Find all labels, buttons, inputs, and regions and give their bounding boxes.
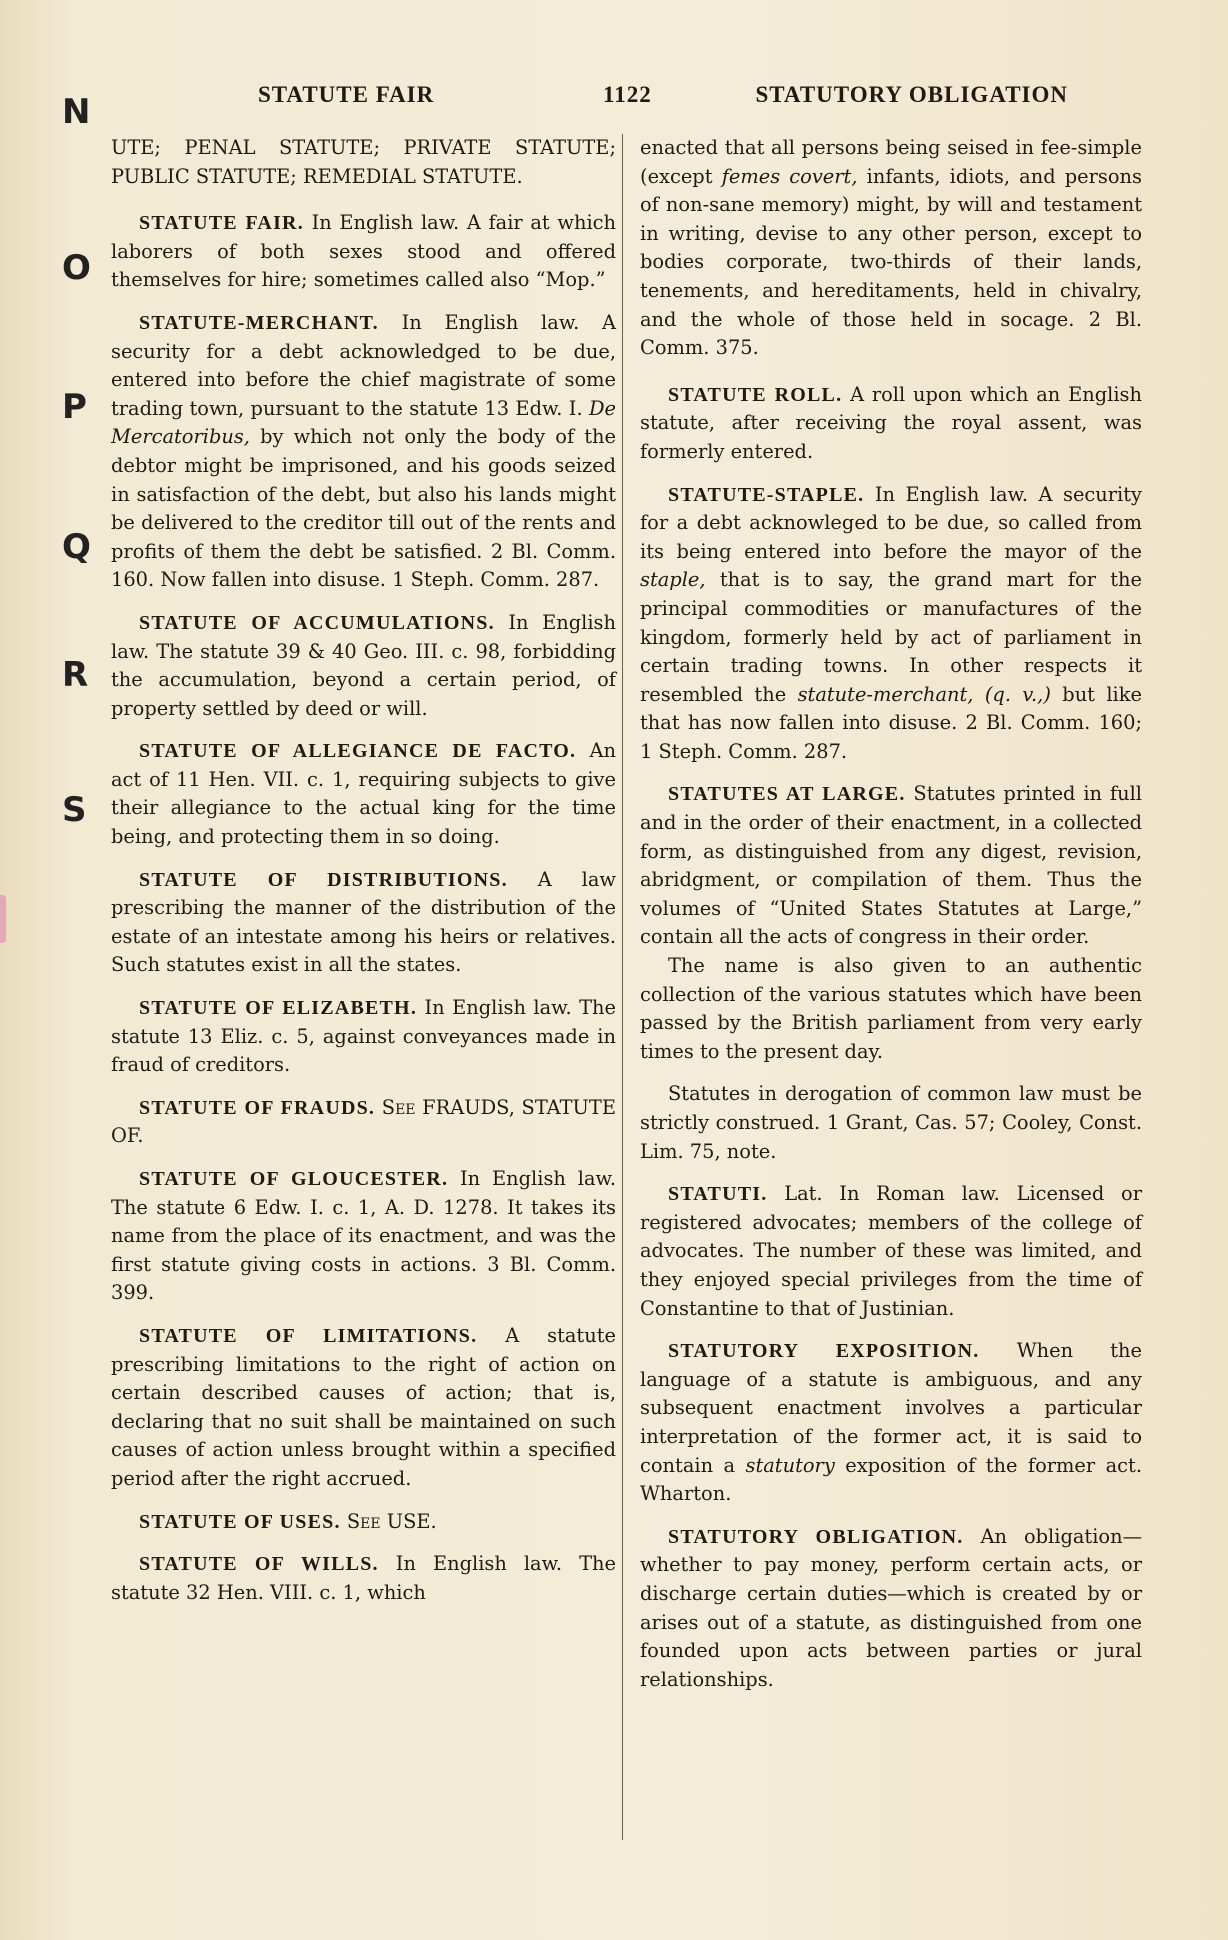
dictionary-entry (640, 1337, 1142, 1509)
dictionary-entry (111, 1550, 616, 1607)
entry-term: STATUTORY EXPOSITION. (668, 1340, 980, 1363)
continuation-text: enacted that all persons being seised in fee-simple (except (640, 136, 1142, 188)
entry-definition: A law prescribing the manner of the distribution of the estate of an intestate among his heirs or relatives. Such statutes exist in all the states. (111, 867, 616, 977)
header-left-guide-word: STATUTE FAIR (258, 82, 435, 107)
thumb-index-letter[interactable]: O (62, 248, 91, 288)
dictionary-entry (111, 737, 616, 851)
entry-term: STATUTE OF LIMITATIONS. (139, 1324, 478, 1347)
entry-term: STATUTE-MERCHANT. (139, 311, 379, 334)
right-column (640, 134, 1142, 1708)
dictionary-entry (640, 1080, 1142, 1166)
dictionary-entry (111, 1094, 616, 1151)
entry-definition: Statutes in derogation of common law must be strictly construed. 1 Grant, Cas. 57; Cooley, Const. Lim. 75, note. (640, 1082, 1142, 1163)
continuation-text: infants, idiots, and persons of non-sane memory) might, by will and testament in writing, devise to any other person, except to bodies corporate, two-thirds of their lands, tenements, and hereditaments, held in chivalry, and the whole of those held in socage. 2 Bl. Comm. 375. (640, 164, 1142, 360)
entry-definition: In English law. The statute 13 Eliz. c. 5, against conveyances made in fraud of creditors. (111, 996, 616, 1077)
dictionary-entry (111, 1508, 616, 1537)
dictionary-entry (640, 1523, 1142, 1695)
entry-italic: staple, (640, 568, 706, 592)
continuation-text: UTE; PENAL STATUTE; PRIVATE STATUTE; PUBLIC STATUTE; REMEDIAL STATUTE. (111, 136, 616, 188)
entry-term: STATUTE-STAPLE. (668, 483, 865, 506)
thumb-index-letter[interactable]: S (62, 790, 87, 830)
entry-definition: In English law. A security for a debt acknowledged to be due, entered into before the chief magistrate of some trading town, pursuant to the statute 13 Edw. I. (111, 310, 616, 420)
entry-definition: An obligation—whether to pay money, perform certain acts, or discharge certain duties—which is created by or arises out of a statute, as distinguished from one founded upon acts between parties or jural relationships. (640, 1524, 1142, 1691)
entry-term: STATUTE OF ALLEGIANCE DE FACTO. (139, 740, 577, 763)
entry-term: STATUTORY OBLIGATION. (668, 1525, 964, 1548)
page-tab-marker (0, 895, 6, 943)
dictionary-entry (111, 994, 616, 1080)
entry-definition: In English law. The statute 32 Hen. VIII. c. 1, which (111, 1552, 616, 1604)
entry-italic: femes covert, (721, 164, 858, 188)
entry-definition: exposition of the former act. Wharton. (640, 1453, 1142, 1506)
header-right-guide-word: STATUTORY OBLIGATION (755, 82, 1068, 107)
entry-term: STATUTE FAIR. (139, 212, 304, 235)
entry-term: STATUTE ROLL. (668, 383, 843, 406)
entry-term: STATUTI. (668, 1183, 768, 1206)
cross-reference[interactable]: See USE. (346, 1509, 437, 1533)
continuation-entry (640, 134, 1142, 363)
entry-italic: De Mercatoribus, (111, 396, 616, 449)
dictionary-entry (640, 780, 1142, 1066)
entry-term: STATUTE OF USES. (139, 1510, 341, 1533)
page-number: 1122 (603, 82, 652, 107)
dictionary-entry (111, 209, 616, 295)
dictionary-entry (640, 1180, 1142, 1323)
thumb-index-letter[interactable]: P (62, 387, 87, 427)
dictionary-entry (111, 1165, 616, 1308)
entry-definition: A statute prescribing limitations to the right of action on certain described causes of action; that is, declaring that no suit shall be maintained on such causes of action unless brought within a specified period after the right accrued. (111, 1323, 616, 1490)
entry-definition: by which not only the body of the debtor might be imprisoned, and his goods seized in satisfaction of the debt, but also his lands might be delivered to the creditor till out of the rents and profits of them the debt be satisfied. 2 Bl. Comm. 160. Now fallen into disuse. 1 Steph. Comm. 287. (111, 425, 616, 592)
entry-term: STATUTES AT LARGE. (668, 783, 906, 806)
dictionary-entry (111, 866, 616, 980)
entry-italic: statute-merchant, (797, 682, 974, 706)
cross-reference[interactable]: See FRAUDS, STATUTE OF. (111, 1095, 616, 1148)
continuation-entry (111, 134, 616, 191)
running-header (258, 82, 1068, 112)
entry-term: STATUTE OF GLOUCESTER. (139, 1168, 449, 1190)
entry-definition: Statutes printed in full and in the order of their enactment, in a collected form, as distinguished from any digest, revision, abridgment, or compilation of them. Thus the volumes of “United States Statutes at Large,” contain all the acts of congress in their order. (640, 782, 1142, 949)
entry-definition: When the language of a statute is ambiguous, and any subsequent enactment involves a particular interpretation of the former act, it is said to contain a (640, 1339, 1143, 1477)
entry-italic: statutory (745, 1453, 835, 1477)
entry-definition: An act of 11 Hen. VII. c. 1, requiring subjects to give their allegiance to the actual king for the time being, and protecting them in so doing. (111, 739, 616, 849)
entry-term: STATUTE OF DISTRIBUTIONS. (139, 868, 508, 891)
entry-term: STATUTE OF ELIZABETH. (139, 997, 418, 1020)
thumb-index-letter[interactable]: N (62, 92, 91, 132)
dictionary-entry (640, 381, 1142, 467)
entry-definition: The name is also given to an authentic collection of the various statutes which have been passed by the British parliament from very early times to the present day. (640, 954, 1142, 1063)
left-column (111, 134, 616, 1621)
entry-term: STATUTE OF ACCUMULATIONS. (139, 611, 495, 634)
entry-definition: In English law. A fair at which laborers of both sexes stood and offered themselves for hire; sometimes called also “Mop.” (111, 211, 617, 292)
entry-definition: In English law. The statute 39 & 40 Geo. III. c. 98, forbidding the accumulation, beyond a certain period, of property settled by deed or will. (111, 610, 616, 720)
dictionary-entry (111, 309, 616, 595)
dictionary-entry (640, 481, 1142, 767)
entry-definition: but like that has now fallen into disuse. 2 Bl. Comm. 160; 1 Steph. Comm. 287. (640, 682, 1142, 763)
dictionary-entry (111, 609, 616, 723)
dictionary-entry (111, 1322, 616, 1494)
entry-definition: A roll upon which an English statute, after receiving the royal assent, was formerly entered. (640, 382, 1142, 463)
column-divider (622, 134, 623, 1840)
entry-definition: Lat. In Roman law. Licensed or registered advocates; members of the college of advocates. The number of these was limited, and they enjoyed special privileges from the time of Constantine to that of Justinian. (640, 1182, 1142, 1320)
entry-italic: (q. v.,) (984, 682, 1051, 706)
thumb-index-letter[interactable]: Q (62, 527, 91, 567)
entry-term: STATUTE OF FRAUDS. (139, 1096, 376, 1119)
entry-definition: In English law. A security for a debt acknowleged to be due, so called from its being entered into before the mayor of the (640, 482, 1142, 563)
entry-definition: In English law. The statute 6 Edw. I. c. 1, A. D. 1278. It takes its name from the place of its enactment, and was the first statute giving costs in actions. 3 Bl. Comm. 399. (111, 1167, 616, 1305)
entry-term: STATUTE OF WILLS. (139, 1553, 379, 1576)
thumb-index-letter[interactable]: R (62, 655, 89, 695)
entry-definition: that is to say, the grand mart for the principal commodities or manufactures of the kingdom, formerly held by act of parliament in certain trading towns. In other respects it resembled the (640, 568, 1142, 706)
